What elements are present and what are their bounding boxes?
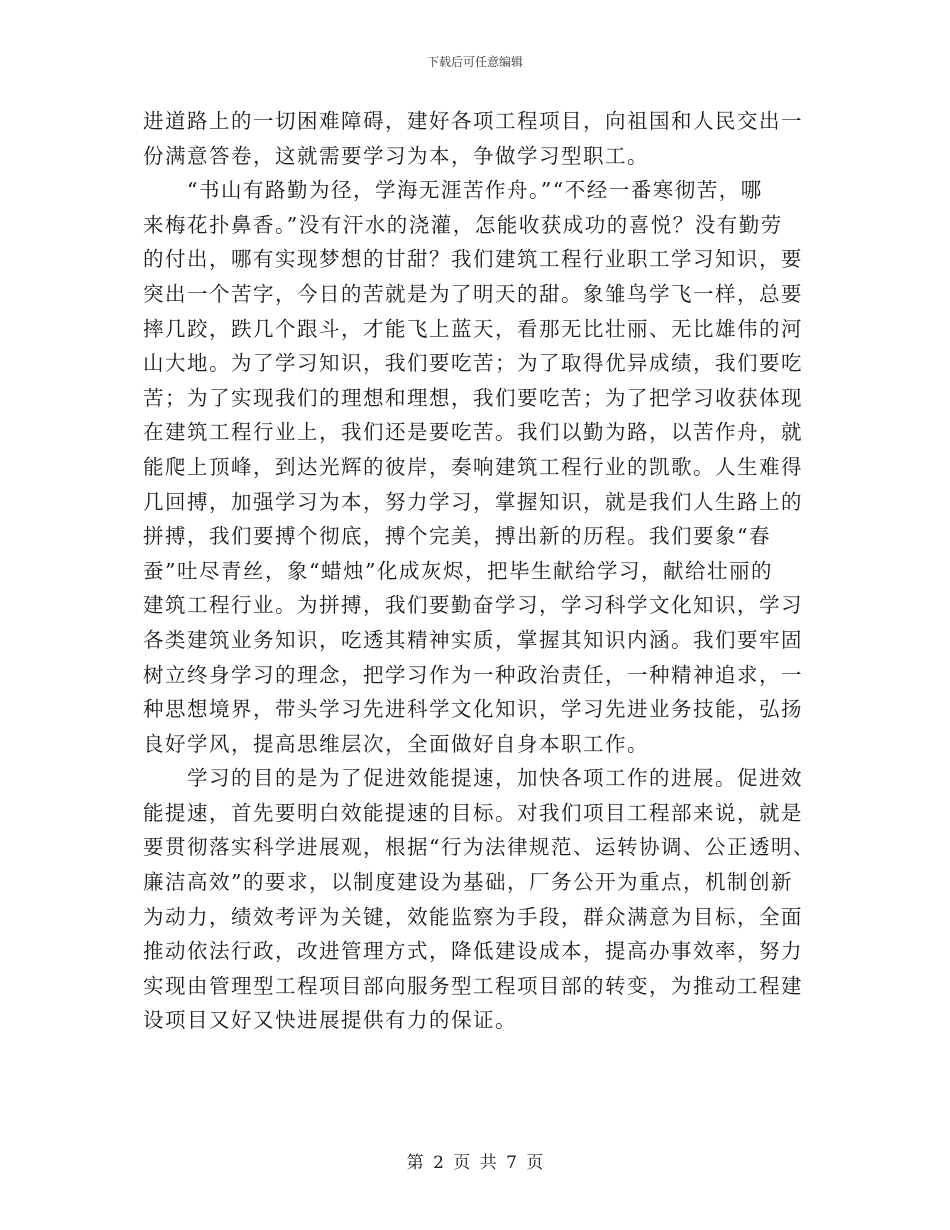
text-line: 能爬上顶峰，到达光辉的彼岸，奏响建筑工程行业的凯歌。人生难得 [143,454,803,479]
text-line: 拼搏，我们要搏个彻底，搏个完美，搏出新的历程。我们要象“春 [143,524,771,549]
text-line: 几回搏，加强学习为本，努力学习，掌握知识，就是我们人生路上的 [143,489,803,514]
text-line: 山大地。为了学习知识，我们要吃苦；为了取得优异成绩，我们要吃 [143,351,803,376]
text-line: 蚕”吐尽青丝，象“蜡烛”化成灰烬，把毕生献给学习，献给壮丽的 [143,558,773,583]
text-line: “书山有路勤为径，学海无涯苦作舟。”“不经一番寒彻苦，哪 [143,178,763,203]
text-line: 摔几跤，跌几个跟斗，才能飞上蓝天，看那无比壮丽、无比雄伟的河 [143,316,803,341]
text-line: 苦；为了实现我们的理想和理想，我们要吃苦；为了把学习收获体现 [143,385,803,410]
text-line: 在建筑工程行业上，我们还是要吃苦。我们以勤为路，以苦作舟，就 [143,420,803,445]
text-line: 要贯彻落实科学进展观，根据“行为法律规范、运转协调、公正透明、 [143,835,815,860]
text-line: 种思想境界，带头学习先进科学文化知识，学习先进业务技能，弘扬 [143,697,803,722]
text-line: 能提速，首先要明白效能提速的目标。对我们项目工程部来说，就是 [143,800,803,825]
text-line: 推动依法行政，改进管理方式，降低建设成本，提高办事效率，努力 [143,939,803,964]
text-line: 份满意答卷，这就需要学习为本，争做学习型职工。 [143,143,649,168]
text-line: 设项目又好又快进展提供有力的保证。 [143,1008,517,1033]
page-header: 下载后可任意编辑 [426,55,523,69]
page-number-footer: 第 2 页 共 7 页 [406,1153,544,1173]
text-line: 来梅花扑鼻香。”没有汗水的浇灌，怎能收获成功的喜悦？没有勤劳 [143,212,783,237]
document-body [143,104,815,1038]
text-line: 进道路上的一切困难障碍，建好各项工程项目，向祖国和人民交出一 [143,109,803,133]
text-line: 学习的目的是为了促进效能提速，加快各项工作的进展。促进效 [143,766,803,791]
text-line: 突出一个苦字，今日的苦就是为了明天的甜。象雏鸟学飞一样，总要 [143,281,803,306]
text-line: 为动力，绩效考评为关键，效能监察为手段，群众满意为目标，全面 [143,904,803,929]
text-line: 实现由管理型工程项目部向服务型工程项目部的转变，为推动工程建 [143,973,803,998]
text-line: 树立终身学习的理念，把学习作为一种政治责任，一种精神追求，一 [143,662,803,687]
text-line: 良好学风，提高思维层次，全面做好自身本职工作。 [143,731,649,756]
text-line: 建筑工程行业。为拼搏，我们要勤奋学习，学习科学文化知识，学习 [143,593,803,618]
text-line: 各类建筑业务知识，吃透其精神实质，掌握其知识内涵。我们要牢固 [143,627,803,652]
text-line: 的付出，哪有实现梦想的甘甜？我们建筑工程行业职工学习知识，要 [143,247,803,272]
text-line: 廉洁高效”的要求，以制度建设为基础，厂务公开为重点，机制创新 [143,870,793,895]
